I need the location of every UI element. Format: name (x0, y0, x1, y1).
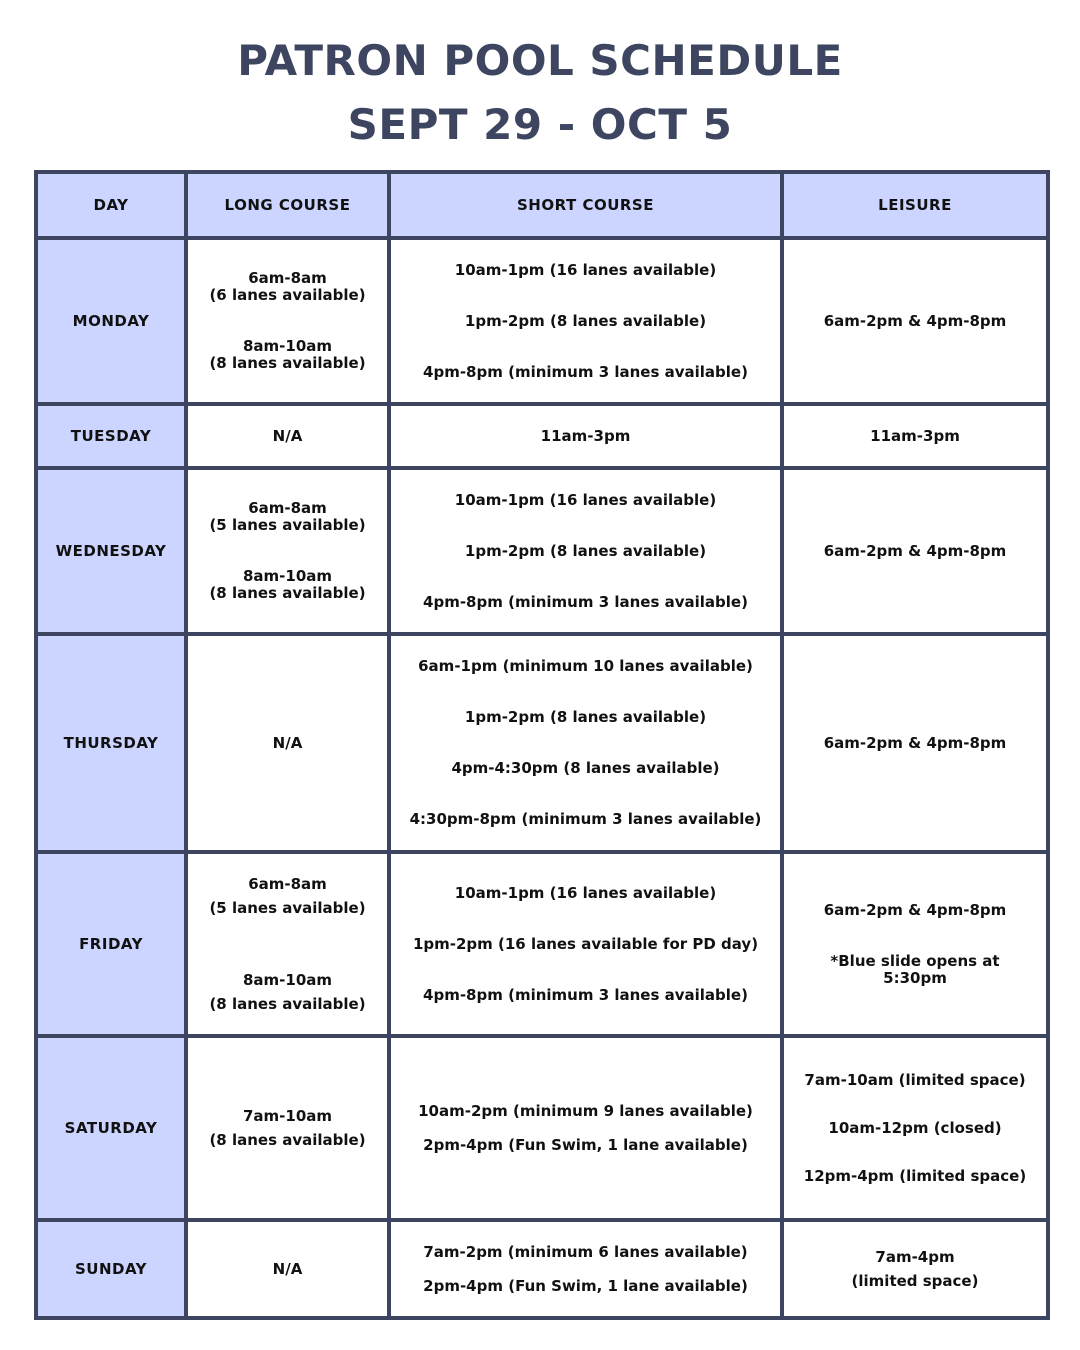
day-cell: WEDNESDAY (36, 468, 186, 634)
leisure-line: 12pm-4pm (limited space) (803, 1166, 1027, 1185)
leisure-line: 6am-2pm & 4pm-8pm (823, 733, 1007, 752)
long-course-line: (5 lanes available) (209, 898, 366, 917)
long-course-line: (8 lanes available) (209, 1130, 366, 1149)
short-course-line: 1pm-2pm (8 lanes available) (464, 541, 707, 560)
short-course-line: 1pm-2pm (8 lanes available) (464, 311, 707, 330)
short-course-cell (389, 852, 782, 1036)
long-course-cell (186, 852, 389, 1036)
short-course-line: 6am-1pm (minimum 10 lanes available) (418, 657, 753, 675)
long-course-line: 8am-10am (242, 567, 333, 585)
day-cell: THURSDAY (36, 634, 186, 852)
long-course-cell (186, 1220, 389, 1318)
leisure-cell (782, 404, 1048, 468)
leisure-cell (782, 852, 1048, 1036)
header-row (36, 172, 1048, 238)
long-course-cell (186, 238, 389, 404)
day-cell: MONDAY (36, 238, 186, 404)
leisure-cell (782, 238, 1048, 404)
leisure-line: *Blue slide opens at (830, 951, 1000, 970)
page-title: PATRON POOL SCHEDULE (237, 36, 843, 85)
schedule-table (34, 170, 1050, 1320)
long-course-cell (186, 468, 389, 634)
long-course-line: 8am-10am (242, 970, 333, 989)
leisure-line: 6am-2pm & 4pm-8pm (823, 900, 1007, 919)
long-course-line: 8am-10am (242, 337, 333, 355)
short-course-cell (389, 404, 782, 468)
leisure-cell (782, 634, 1048, 852)
long-course-line: (8 lanes available) (209, 994, 366, 1013)
table-row (36, 238, 1048, 404)
short-course-line: 4pm-8pm (minimum 3 lanes available) (423, 362, 748, 381)
table-row (36, 634, 1048, 852)
long-course-line: N/A (272, 733, 303, 752)
leisure-cell (782, 468, 1048, 634)
long-course-line: (6 lanes available) (209, 286, 366, 304)
long-course-cell (186, 404, 389, 468)
short-course-line: 11am-3pm (540, 426, 631, 445)
table-row (36, 468, 1048, 634)
column-header-day: DAY (36, 172, 186, 238)
day-cell: TUESDAY (36, 404, 186, 468)
long-course-line: 6am-8am (248, 874, 327, 893)
short-course-line: 10am-1pm (16 lanes available) (454, 260, 717, 279)
short-course-line: 10am-2pm (minimum 9 lanes available) (418, 1101, 753, 1120)
leisure-cell (782, 1220, 1048, 1318)
short-course-line: 2pm-4pm (Fun Swim, 1 lane available) (423, 1135, 748, 1154)
day-cell: FRIDAY (36, 852, 186, 1036)
leisure-line: 10am-12pm (closed) (828, 1118, 1002, 1137)
long-course-cell (186, 634, 389, 852)
leisure-line: 6am-2pm & 4pm-8pm (823, 541, 1007, 560)
long-course-line: 6am-8am (248, 269, 327, 287)
short-course-line: 4pm-8pm (minimum 3 lanes available) (423, 592, 748, 611)
leisure-cell (782, 1036, 1048, 1220)
column-header-long-course: LONG COURSE (186, 172, 389, 238)
long-course-line: (8 lanes available) (209, 354, 366, 372)
short-course-cell (389, 1220, 782, 1318)
day-cell: SUNDAY (36, 1220, 186, 1318)
long-course-line: 7am-10am (242, 1106, 333, 1125)
short-course-line: 1pm-2pm (16 lanes available for PD day) (412, 934, 759, 953)
leisure-line: 7am-4pm (875, 1247, 955, 1266)
long-course-line: N/A (272, 426, 303, 445)
short-course-line: 4pm-8pm (minimum 3 lanes available) (423, 985, 748, 1004)
long-course-line: (5 lanes available) (209, 516, 366, 534)
short-course-cell (389, 634, 782, 852)
short-course-cell (389, 468, 782, 634)
leisure-line: 11am-3pm (870, 426, 960, 445)
short-course-line: 4:30pm-8pm (minimum 3 lanes available) (409, 810, 762, 828)
date-range-subtitle: SEPT 29 - OCT 5 (347, 100, 733, 149)
short-course-line: 1pm-2pm (8 lanes available) (464, 708, 707, 726)
short-course-cell (389, 1036, 782, 1220)
column-header-short-course: SHORT COURSE (389, 172, 782, 238)
long-course-line: N/A (272, 1259, 303, 1278)
long-course-line: (8 lanes available) (209, 584, 366, 602)
short-course-line: 4pm-4:30pm (8 lanes available) (451, 759, 720, 777)
table-row (36, 852, 1048, 1036)
column-header-leisure: LEISURE (782, 172, 1048, 238)
long-course-cell (186, 1036, 389, 1220)
short-course-line: 7am-2pm (minimum 6 lanes available) (423, 1242, 748, 1261)
short-course-cell (389, 238, 782, 404)
short-course-line: 2pm-4pm (Fun Swim, 1 lane available) (423, 1276, 748, 1295)
short-course-line: 10am-1pm (16 lanes available) (454, 883, 717, 902)
long-course-line: 6am-8am (248, 499, 327, 517)
table-row (36, 1220, 1048, 1318)
leisure-line: 7am-10am (limited space) (804, 1070, 1026, 1089)
day-cell: SATURDAY (36, 1036, 186, 1220)
leisure-line: 6am-2pm & 4pm-8pm (823, 311, 1007, 330)
table-row (36, 1036, 1048, 1220)
leisure-line: 5:30pm (883, 968, 947, 987)
short-course-line: 10am-1pm (16 lanes available) (454, 490, 717, 509)
table-row (36, 404, 1048, 468)
leisure-line: (limited space) (851, 1271, 979, 1290)
